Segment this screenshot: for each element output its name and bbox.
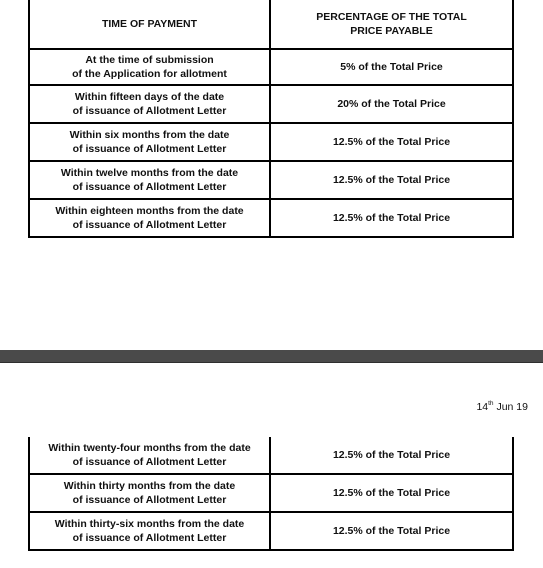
time-line2: of issuance of Allotment Letter bbox=[72, 494, 227, 506]
time-line2: of issuance of Allotment Letter bbox=[72, 105, 227, 117]
table-row bbox=[29, 437, 513, 474]
header-percentage bbox=[270, 0, 513, 49]
table-row bbox=[29, 161, 513, 199]
time-cell bbox=[29, 474, 270, 512]
time-cell bbox=[29, 49, 270, 85]
time-line1: Within thirty months from the date bbox=[63, 480, 236, 492]
percentage-cell: 12.5% of the Total Price bbox=[270, 474, 513, 512]
percentage-cell: 20% of the Total Price bbox=[270, 85, 513, 123]
percentage-cell: 12.5% of the Total Price bbox=[270, 199, 513, 237]
header-percentage-line2: PRICE PAYABLE bbox=[350, 25, 433, 37]
time-cell bbox=[29, 161, 270, 199]
table-header-row bbox=[29, 0, 513, 49]
time-cell bbox=[29, 199, 270, 237]
table-row bbox=[29, 49, 513, 85]
percentage-cell: 12.5% of the Total Price bbox=[270, 437, 513, 474]
percentage-cell: 5% of the Total Price bbox=[270, 49, 513, 85]
time-cell bbox=[29, 123, 270, 161]
time-cell bbox=[29, 512, 270, 550]
header-time-label: TIME OF PAYMENT bbox=[101, 18, 198, 30]
time-line1: Within thirty-six months from the date bbox=[54, 518, 245, 530]
header-time-of-payment bbox=[29, 0, 270, 49]
date-ordinal-suffix: th bbox=[488, 400, 494, 407]
table-row bbox=[29, 199, 513, 237]
percentage-cell: 12.5% of the Total Price bbox=[270, 512, 513, 550]
date-month-year: Jun 19 bbox=[493, 401, 528, 413]
time-line2: of issuance of Allotment Letter bbox=[72, 532, 227, 544]
document-date bbox=[476, 401, 528, 413]
time-line2: of issuance of Allotment Letter bbox=[72, 219, 227, 231]
time-line2: of issuance of Allotment Letter bbox=[72, 456, 227, 468]
table-row bbox=[29, 123, 513, 161]
time-cell bbox=[29, 85, 270, 123]
payment-schedule-table-continued bbox=[28, 437, 514, 551]
time-line1: Within six months from the date bbox=[69, 129, 230, 141]
percentage-cell: 12.5% of the Total Price bbox=[270, 161, 513, 199]
percentage-cell: 12.5% of the Total Price bbox=[270, 123, 513, 161]
table-row bbox=[29, 85, 513, 123]
page-separator bbox=[0, 350, 543, 363]
payment-schedule-table bbox=[28, 0, 514, 238]
time-line1: Within fifteen days of the date bbox=[74, 91, 225, 103]
header-percentage-line1: PERCENTAGE OF THE TOTAL bbox=[316, 11, 467, 23]
time-line1: Within eighteen months from the date bbox=[55, 205, 244, 217]
time-line2: of issuance of Allotment Letter bbox=[72, 143, 227, 155]
time-line1: At the time of submission bbox=[85, 54, 214, 66]
time-cell bbox=[29, 437, 270, 474]
time-line1: Within twenty-four months from the date bbox=[48, 442, 251, 454]
table-row bbox=[29, 474, 513, 512]
table-row bbox=[29, 512, 513, 550]
time-line2: of the Application for allotment bbox=[72, 68, 227, 80]
date-day: 14 bbox=[476, 401, 489, 413]
time-line2: of issuance of Allotment Letter bbox=[72, 181, 227, 193]
time-line1: Within twelve months from the date bbox=[60, 167, 239, 179]
